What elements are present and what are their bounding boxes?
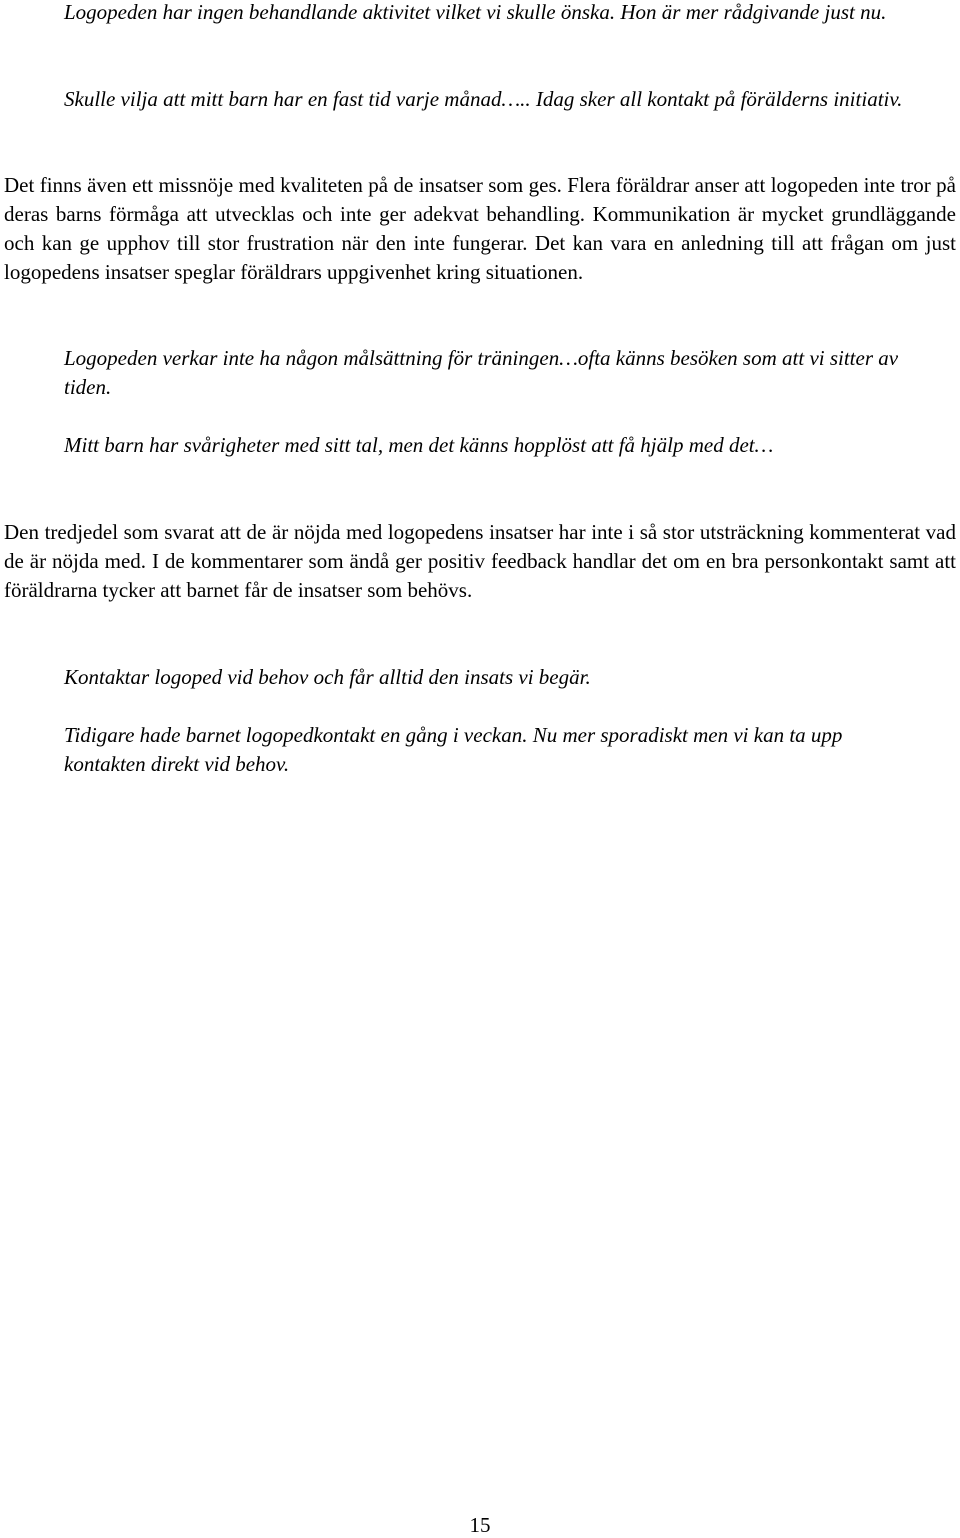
quote-paragraph: Skulle vilja att mitt barn har en fast tid varje månad….. Idag sker all kontakt på förälderns initiativ. (64, 87, 903, 111)
body-paragraph: Den tredjedel som svarat att de är nöjda med logopedens insatser har inte i så stor utsträckning kommenterat vad de är nöjda med. I de kommentarer som ändå ger positiv feedback handlar det om en bra personkontakt samt att föräldrarna tycker att barnet får de insatser som behövs. (4, 520, 956, 602)
quote-paragraph: Tidigare hade barnet logopedkontakt en gång i veckan. Nu mer sporadiskt men vi kan ta upp kontakten direkt vid behov. (64, 723, 843, 776)
quote-paragraph: Mitt barn har svårigheter med sitt tal, men det känns hopplöst att få hjälp med det… (64, 433, 774, 457)
body-paragraph: Det finns även ett missnöje med kvaliteten på de insatser som ges. Flera föräldrar anser att logopeden inte tror på deras barns förmåga att utvecklas och inte ger adekvat behandling. Kommunikation är mycket grundläggande och kan ge upphov till stor frustration när den inte fungerar. Det kan vara en anledning till att frågan om just logopedens insatser speglar föräldrars uppgivenhet kring situationen. (4, 173, 956, 284)
quote-paragraph: Kontaktar logoped vid behov och får alltid den insats vi begär. (64, 665, 591, 689)
quote-paragraph: Logopeden har ingen behandlande aktivitet vilket vi skulle önska. Hon är mer rådgivande just nu. (64, 0, 887, 24)
page-number: 15 (469, 1513, 491, 1537)
quote-paragraph: Logopeden verkar inte ha någon målsättning för träningen…ofta känns besöken som att vi sitter av tiden. (64, 346, 899, 399)
